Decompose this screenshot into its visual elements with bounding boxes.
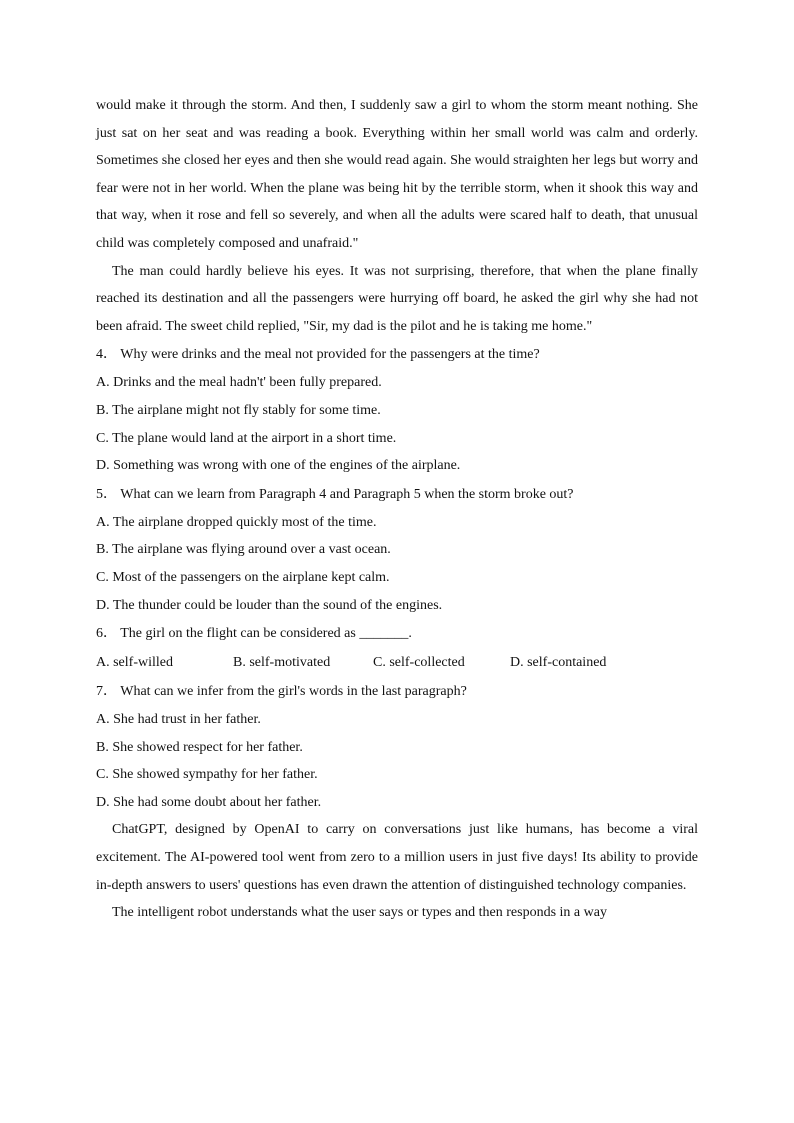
question-4-option-d: D. Something was wrong with one of the engines of the airplane. xyxy=(96,458,461,474)
question-6-option-c: C. self-collected xyxy=(373,655,465,671)
question-6-options xyxy=(96,648,698,677)
question-5-stem: 5． What can we learn from Paragraph 4 and Paragraph 5 when the storm broke out? xyxy=(96,486,574,502)
question-4-option-a: A. Drinks and the meal hadn't' been fully prepared. xyxy=(96,375,382,391)
question-7 xyxy=(96,677,698,816)
question-6-option-a: A. self-willed xyxy=(96,655,173,671)
question-5-option-d: D. The thunder could be louder than the sound of the engines. xyxy=(96,597,443,613)
passage2-paragraph-1: ChatGPT, designed by OpenAI to carry on conversations just like humans, has become a viral excitement. The AI-powered tool went from zero to a million users in just five days! Its ability to provide in-depth answers to users' questions has even drawn the attention of distinguished technology companies. xyxy=(96,822,698,893)
question-7-option-c: C. She showed sympathy for her father. xyxy=(96,767,318,783)
passage1-paragraph-last: The man could hardly believe his eyes. It was not surprising, therefore, that when the plane finally reached its destination and all the passengers were hurrying off board, he asked the girl why she had not been afraid. The sweet child replied, "Sir, my dad is the pilot and he is taking me home." xyxy=(96,263,698,334)
passage1-paragraph-continued: would make it through the storm. And then, I suddenly saw a girl to whom the storm meant nothing. She just sat on her seat and was reading a book. Everything within her small world was calm and orderly. Sometimes she closed her eyes and then she would read again. She would straighten her legs but worry and fear were not in her world. When the plane was being hit by the terrible storm, when it shook this way and that way, when it rose and fell so severely, and when all the adults were scared half to death, that unusual child was completely composed and unafraid." xyxy=(96,98,698,251)
question-6-stem: 6． The girl on the flight can be considered as _______. xyxy=(96,626,412,642)
question-7-option-d: D. She had some doubt about her father. xyxy=(96,794,322,810)
question-6 xyxy=(96,619,698,677)
question-5-option-b: B. The airplane was flying around over a vast ocean. xyxy=(96,542,391,558)
question-7-option-a: A. She had trust in her father. xyxy=(96,712,261,728)
question-5 xyxy=(96,480,698,619)
document-page xyxy=(96,92,698,927)
question-5-option-a: A. The airplane dropped quickly most of the time. xyxy=(96,514,377,530)
question-4-option-b: B. The airplane might not fly stably for some time. xyxy=(96,402,381,418)
question-5-option-c: C. Most of the passengers on the airplane kept calm. xyxy=(96,569,390,585)
question-4 xyxy=(96,340,698,479)
question-6-option-d: D. self-contained xyxy=(510,655,607,671)
question-4-stem: 4． Why were drinks and the meal not provided for the passengers at the time? xyxy=(96,347,540,363)
question-4-option-c: C. The plane would land at the airport in a short time. xyxy=(96,430,397,446)
question-7-stem: 7． What can we infer from the girl's words in the last paragraph? xyxy=(96,684,467,700)
question-6-option-b: B. self-motivated xyxy=(233,655,331,671)
question-7-option-b: B. She showed respect for her father. xyxy=(96,739,303,755)
passage2-paragraph-2: The intelligent robot understands what the user says or types and then responds in a way xyxy=(112,905,607,921)
